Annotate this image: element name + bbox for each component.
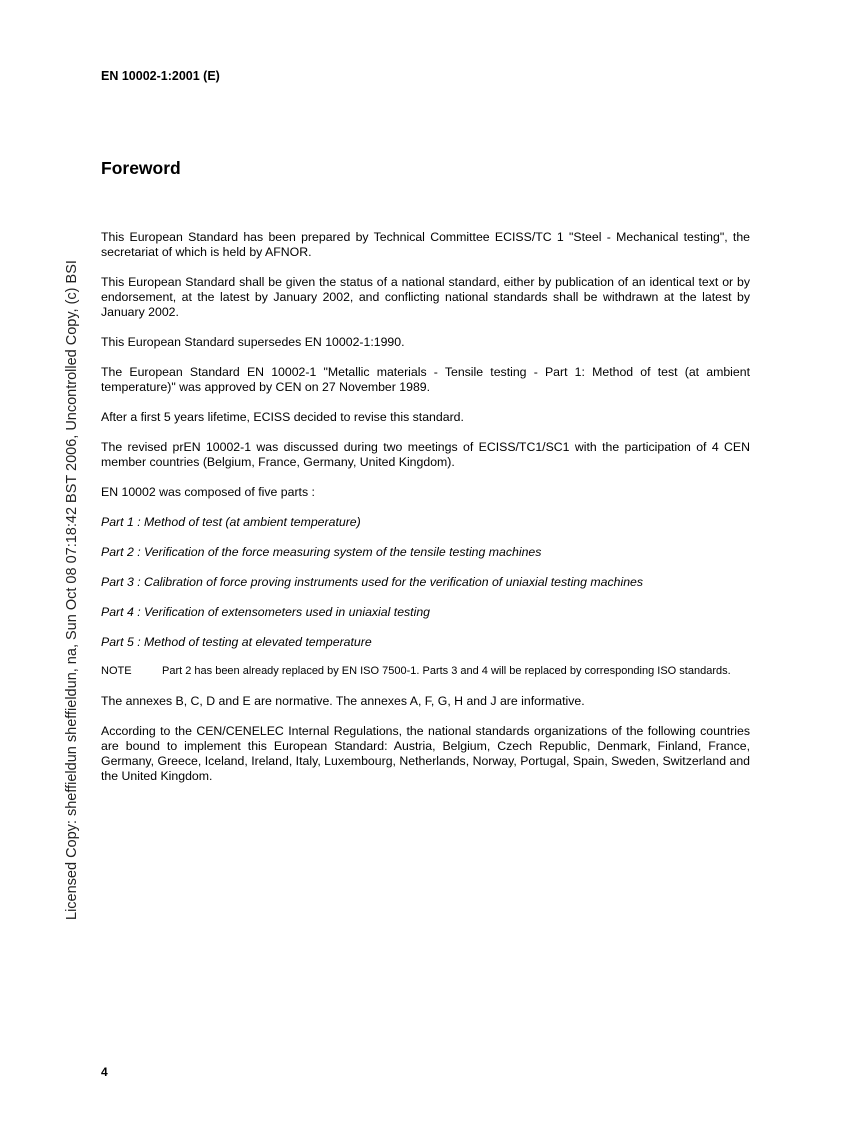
paragraph-supersedes: This European Standard supersedes EN 10002-1:1990. [101, 335, 405, 349]
paragraph-revision: After a first 5 years lifetime, ECISS decided to revise this standard. [101, 410, 464, 424]
license-watermark: Licensed Copy: sheffieldun sheffieldun, na, Sun Oct 08 07:18:42 BST 2006, Uncontrolled Copy, (c) BSI [64, 260, 80, 920]
paragraph-parts-intro: EN 10002 was composed of five parts : [101, 485, 315, 499]
part-item-4: Part 4 : Verification of extensometers used in uniaxial testing [101, 605, 431, 619]
document-code: EN 10002-1:2001 (E) [101, 69, 220, 83]
paragraph-discussion: The revised prEN 10002-1 was discussed during two meetings of ECISS/TC1/SC1 with the participation of 4 CEN member countries (Belgium, France, Germany, United Kingdom). [101, 440, 750, 469]
paragraph-committee: This European Standard has been prepared by Technical Committee ECISS/TC 1 "Steel - Mechanical testing", the secretariat of which is held by AFNOR. [101, 230, 750, 259]
page-title: Foreword [101, 158, 181, 178]
paragraph-approval: The European Standard EN 10002-1 "Metallic materials - Tensile testing - Part 1: Method of test (at ambient temperature)" was approved by CEN on 27 November 1989. [101, 365, 750, 394]
paragraph-regulations: According to the CEN/CENELEC Internal Regulations, the national standards organizations of the following countries are bound to implement this European Standard: Austria, Belgium, Czech Republic, Denmark, Finland, France, Germany, Greece, Iceland, Ireland, Italy, Luxembourg, Netherlands, Norway, Portugal, Spain, Sweden, Switzerland and the United Kingdom. [101, 724, 750, 783]
part-item-5: Part 5 : Method of testing at elevated temperature [101, 635, 372, 649]
page-number: 4 [101, 1065, 108, 1079]
part-item-2: Part 2 : Verification of the force measuring system of the tensile testing machines [101, 545, 542, 559]
part-item-3: Part 3 : Calibration of force proving instruments used for the verification of uniaxial testing machines [101, 575, 644, 589]
paragraph-status: This European Standard shall be given the status of a national standard, either by publication of an identical text or by endorsement, at the latest by January 2002, and conflicting national standards shall be withdrawn at the latest by January 2002. [101, 275, 750, 319]
paragraph-annexes: The annexes B, C, D and E are normative. The annexes A, F, G, H and J are informative. [101, 694, 585, 708]
note-label: NOTE [101, 665, 132, 677]
foreword-body [101, 230, 750, 799]
note-text: Part 2 has been already replaced by EN ISO 7500-1. Parts 3 and 4 will be replaced by corresponding ISO standards. [162, 665, 731, 677]
note [101, 665, 750, 678]
part-item-1: Part 1 : Method of test (at ambient temperature) [101, 515, 361, 529]
